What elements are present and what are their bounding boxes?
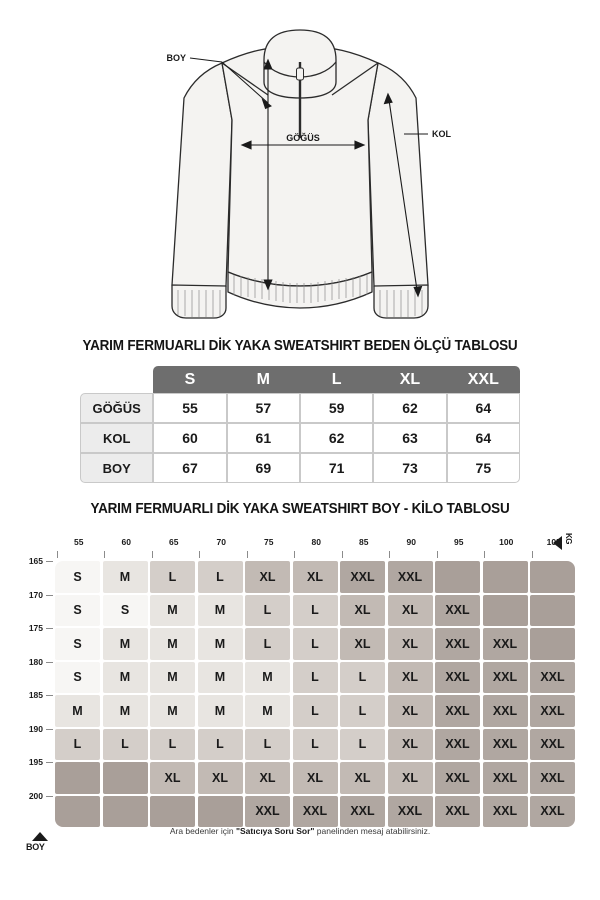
size-cell: XL bbox=[388, 729, 433, 761]
size-cell: XXL bbox=[483, 729, 528, 761]
size-cell: XXL bbox=[340, 561, 385, 593]
right-sleeve bbox=[368, 63, 428, 298]
size-cell: L bbox=[340, 695, 385, 727]
measurement-table-title: YARIM FERMUARLI DİK YAKA SWEATSHIRT BEDEN ÖLÇÜ TABLOSU bbox=[82, 338, 518, 354]
kg-tick-label: 80 bbox=[311, 537, 321, 547]
size-grid-title: YARIM FERMUARLI DİK YAKA SWEATSHIRT BOY - KİLO TABLOSU bbox=[90, 501, 510, 517]
size-cell: XXL bbox=[530, 762, 575, 794]
size-cell-empty bbox=[530, 561, 575, 593]
measurement-cell: 69 bbox=[227, 453, 300, 483]
size-cell: XL bbox=[340, 595, 385, 627]
table-row bbox=[80, 393, 520, 423]
size-cell: M bbox=[55, 695, 100, 727]
size-cell: M bbox=[198, 628, 243, 660]
size-cell: XL bbox=[388, 628, 433, 660]
size-cell: XXL bbox=[483, 628, 528, 660]
size-cell-empty bbox=[55, 796, 100, 828]
measurement-cell: 60 bbox=[153, 423, 226, 453]
measurement-table-head bbox=[80, 366, 520, 393]
size-cell: L bbox=[198, 561, 243, 593]
garment-illustration bbox=[0, 0, 600, 330]
kg-tick-label: 75 bbox=[264, 537, 274, 547]
size-cell: XXL bbox=[340, 796, 385, 828]
footnote-suffix: panelinden mesaj atabilirsiniz. bbox=[314, 826, 431, 836]
measurement-cell: 62 bbox=[373, 393, 446, 423]
kg-tick-label: 60 bbox=[121, 537, 131, 547]
measurement-cell: 55 bbox=[153, 393, 226, 423]
table-row bbox=[80, 453, 520, 483]
size-cell: M bbox=[245, 695, 290, 727]
size-cell: XL bbox=[293, 561, 338, 593]
kg-tick-label: 65 bbox=[169, 537, 179, 547]
size-cell: S bbox=[55, 595, 100, 627]
size-cell: L bbox=[293, 695, 338, 727]
kg-tick-label: 105 bbox=[546, 537, 561, 547]
size-cell: XXL bbox=[435, 729, 480, 761]
kg-tick-mark bbox=[342, 551, 343, 558]
measurement-cell: 64 bbox=[447, 423, 520, 453]
size-cell: XL bbox=[245, 561, 290, 593]
size-cell: S bbox=[55, 628, 100, 660]
footnote bbox=[0, 826, 600, 836]
size-cell: XXL bbox=[530, 796, 575, 828]
size-cell: XXL bbox=[530, 729, 575, 761]
footnote-prefix: Ara bedenler için bbox=[169, 826, 236, 836]
kg-tick-mark bbox=[104, 551, 105, 558]
kg-tick-label: 70 bbox=[216, 537, 226, 547]
size-cell: XL bbox=[388, 662, 433, 694]
kg-tick-mark bbox=[532, 551, 533, 558]
kg-tick-label: 100 bbox=[499, 537, 514, 547]
size-cell: XXL bbox=[435, 595, 480, 627]
kg-tick-mark bbox=[437, 551, 438, 558]
measurement-row-label: KOL bbox=[80, 423, 153, 453]
boy-tick-mark bbox=[46, 796, 53, 797]
size-cell: L bbox=[198, 729, 243, 761]
size-cell: M bbox=[150, 595, 195, 627]
size-cell: L bbox=[340, 662, 385, 694]
boy-tick-mark bbox=[46, 561, 53, 562]
measurement-col-header-xxl: XXL bbox=[447, 366, 520, 393]
boy-tick-label: 200 bbox=[28, 790, 43, 801]
size-cell: XL bbox=[340, 762, 385, 794]
measurement-col-header-s: S bbox=[153, 366, 226, 393]
size-cell: L bbox=[245, 729, 290, 761]
kg-tick-mark bbox=[152, 551, 153, 558]
size-cell-empty bbox=[103, 796, 148, 828]
size-cell: XXL bbox=[530, 662, 575, 694]
size-cell: XL bbox=[293, 762, 338, 794]
boy-tick-label: 185 bbox=[28, 690, 43, 700]
size-cell-empty bbox=[55, 762, 100, 794]
size-cell: XL bbox=[245, 762, 290, 794]
size-cell: M bbox=[150, 628, 195, 660]
boy-tick-label: 165 bbox=[28, 556, 43, 566]
size-cell: M bbox=[103, 695, 148, 727]
kg-tick-mark bbox=[294, 551, 295, 558]
size-cell: M bbox=[103, 561, 148, 593]
size-cell: XXL bbox=[435, 762, 480, 794]
size-cell: L bbox=[293, 662, 338, 694]
table-row bbox=[80, 423, 520, 453]
size-cell: M bbox=[198, 595, 243, 627]
kg-axis-label: KG bbox=[564, 533, 573, 544]
size-cell: S bbox=[55, 561, 100, 593]
left-sleeve bbox=[172, 63, 232, 298]
kg-tick-mark bbox=[389, 551, 390, 558]
size-cell: M bbox=[198, 695, 243, 727]
measurement-col-header-l: L bbox=[300, 366, 373, 393]
boy-tick-label: 175 bbox=[28, 623, 43, 633]
size-cell: XXL bbox=[483, 662, 528, 694]
measurement-cell: 63 bbox=[373, 423, 446, 453]
size-cell: M bbox=[245, 662, 290, 694]
measurement-cell: 71 bbox=[300, 453, 373, 483]
size-cell-empty bbox=[530, 595, 575, 627]
size-cell: XL bbox=[388, 695, 433, 727]
label-kol: KOL bbox=[432, 129, 451, 139]
size-cell: L bbox=[103, 729, 148, 761]
measurement-cell: 64 bbox=[447, 393, 520, 423]
size-cell: L bbox=[293, 628, 338, 660]
kg-tick-label: 85 bbox=[359, 537, 369, 547]
size-cell: XXL bbox=[388, 561, 433, 593]
boy-tick-label: 180 bbox=[28, 656, 43, 667]
size-cell: XXL bbox=[388, 796, 433, 828]
size-cell-empty bbox=[103, 762, 148, 794]
measurement-col-header-xl: XL bbox=[373, 366, 446, 393]
size-cell: XXL bbox=[435, 628, 480, 660]
size-cell: M bbox=[103, 628, 148, 660]
size-cell: S bbox=[55, 662, 100, 694]
boy-tick-label: 190 bbox=[28, 723, 43, 734]
size-grid-block bbox=[0, 531, 600, 851]
size-cell: M bbox=[198, 662, 243, 694]
size-cell-empty bbox=[150, 796, 195, 828]
size-cell: XXL bbox=[483, 762, 528, 794]
boy-tick-mark bbox=[46, 762, 53, 763]
size-cell: M bbox=[150, 695, 195, 727]
boy-tick-label: 195 bbox=[28, 757, 43, 767]
size-cell: L bbox=[150, 561, 195, 593]
measurement-table bbox=[80, 366, 520, 483]
size-cell: L bbox=[245, 628, 290, 660]
size-cell-empty bbox=[198, 796, 243, 828]
size-cell: M bbox=[103, 662, 148, 694]
boy-tick-mark bbox=[46, 595, 53, 596]
measurement-table-wrap bbox=[80, 366, 520, 483]
kg-axis bbox=[0, 531, 600, 561]
size-cell: XL bbox=[340, 628, 385, 660]
size-cell: L bbox=[245, 595, 290, 627]
size-cell: XXL bbox=[435, 796, 480, 828]
boy-tick-mark bbox=[46, 662, 53, 663]
size-cell: L bbox=[150, 729, 195, 761]
sweatshirt-diagram bbox=[0, 0, 600, 330]
size-cell: XXL bbox=[293, 796, 338, 828]
size-cell: M bbox=[150, 662, 195, 694]
size-cell: L bbox=[55, 729, 100, 761]
table-header-row bbox=[80, 366, 520, 393]
size-cell: XL bbox=[150, 762, 195, 794]
measurement-cell: 57 bbox=[227, 393, 300, 423]
size-cell: XXL bbox=[435, 695, 480, 727]
measurement-cell: 62 bbox=[300, 423, 373, 453]
size-cell: XL bbox=[388, 762, 433, 794]
boy-tick-mark bbox=[46, 695, 53, 696]
kg-axis-arrow-icon bbox=[553, 536, 562, 550]
kg-tick-mark bbox=[57, 551, 58, 558]
kg-tick-mark bbox=[199, 551, 200, 558]
footnote-quoted: "Satıcıya Soru Sor" bbox=[235, 826, 315, 836]
size-cell-empty bbox=[483, 561, 528, 593]
measurement-table-body bbox=[80, 393, 520, 483]
measurement-cell: 67 bbox=[153, 453, 226, 483]
label-boy: BOY bbox=[166, 53, 186, 63]
measurement-cell: 73 bbox=[373, 453, 446, 483]
size-cell: L bbox=[293, 729, 338, 761]
measurement-col-header-m: M bbox=[227, 366, 300, 393]
size-cell-empty bbox=[435, 561, 480, 593]
kg-tick-mark bbox=[484, 551, 485, 558]
size-cell: S bbox=[103, 595, 148, 627]
measurement-row-label: GÖĞÜS bbox=[80, 393, 153, 423]
size-cell-empty bbox=[530, 628, 575, 660]
kg-tick-label: 95 bbox=[454, 537, 464, 547]
size-cell: XL bbox=[388, 595, 433, 627]
size-cell-empty bbox=[483, 595, 528, 627]
boy-tick-label: 170 bbox=[28, 589, 43, 600]
size-cell: XL bbox=[198, 762, 243, 794]
size-cell: L bbox=[293, 595, 338, 627]
boy-tick-mark bbox=[46, 628, 53, 629]
size-cell: XXL bbox=[530, 695, 575, 727]
size-cell: XXL bbox=[483, 796, 528, 828]
size-cell: XXL bbox=[483, 695, 528, 727]
measurement-cell: 75 bbox=[447, 453, 520, 483]
kg-tick-label: 55 bbox=[74, 537, 84, 547]
measurement-cell: 59 bbox=[300, 393, 373, 423]
measurement-cell: 61 bbox=[227, 423, 300, 453]
boy-axis-label: BOY bbox=[26, 842, 45, 852]
boy-tick-mark bbox=[46, 729, 53, 730]
label-gogus: GÖĞÜS bbox=[286, 133, 320, 143]
measurement-row-label: BOY bbox=[80, 453, 153, 483]
size-cell: XXL bbox=[435, 662, 480, 694]
measurement-table-corner bbox=[80, 366, 153, 393]
size-cell: XXL bbox=[245, 796, 290, 828]
kg-tick-mark bbox=[247, 551, 248, 558]
size-cell: L bbox=[340, 729, 385, 761]
kg-tick-label: 90 bbox=[406, 537, 416, 547]
